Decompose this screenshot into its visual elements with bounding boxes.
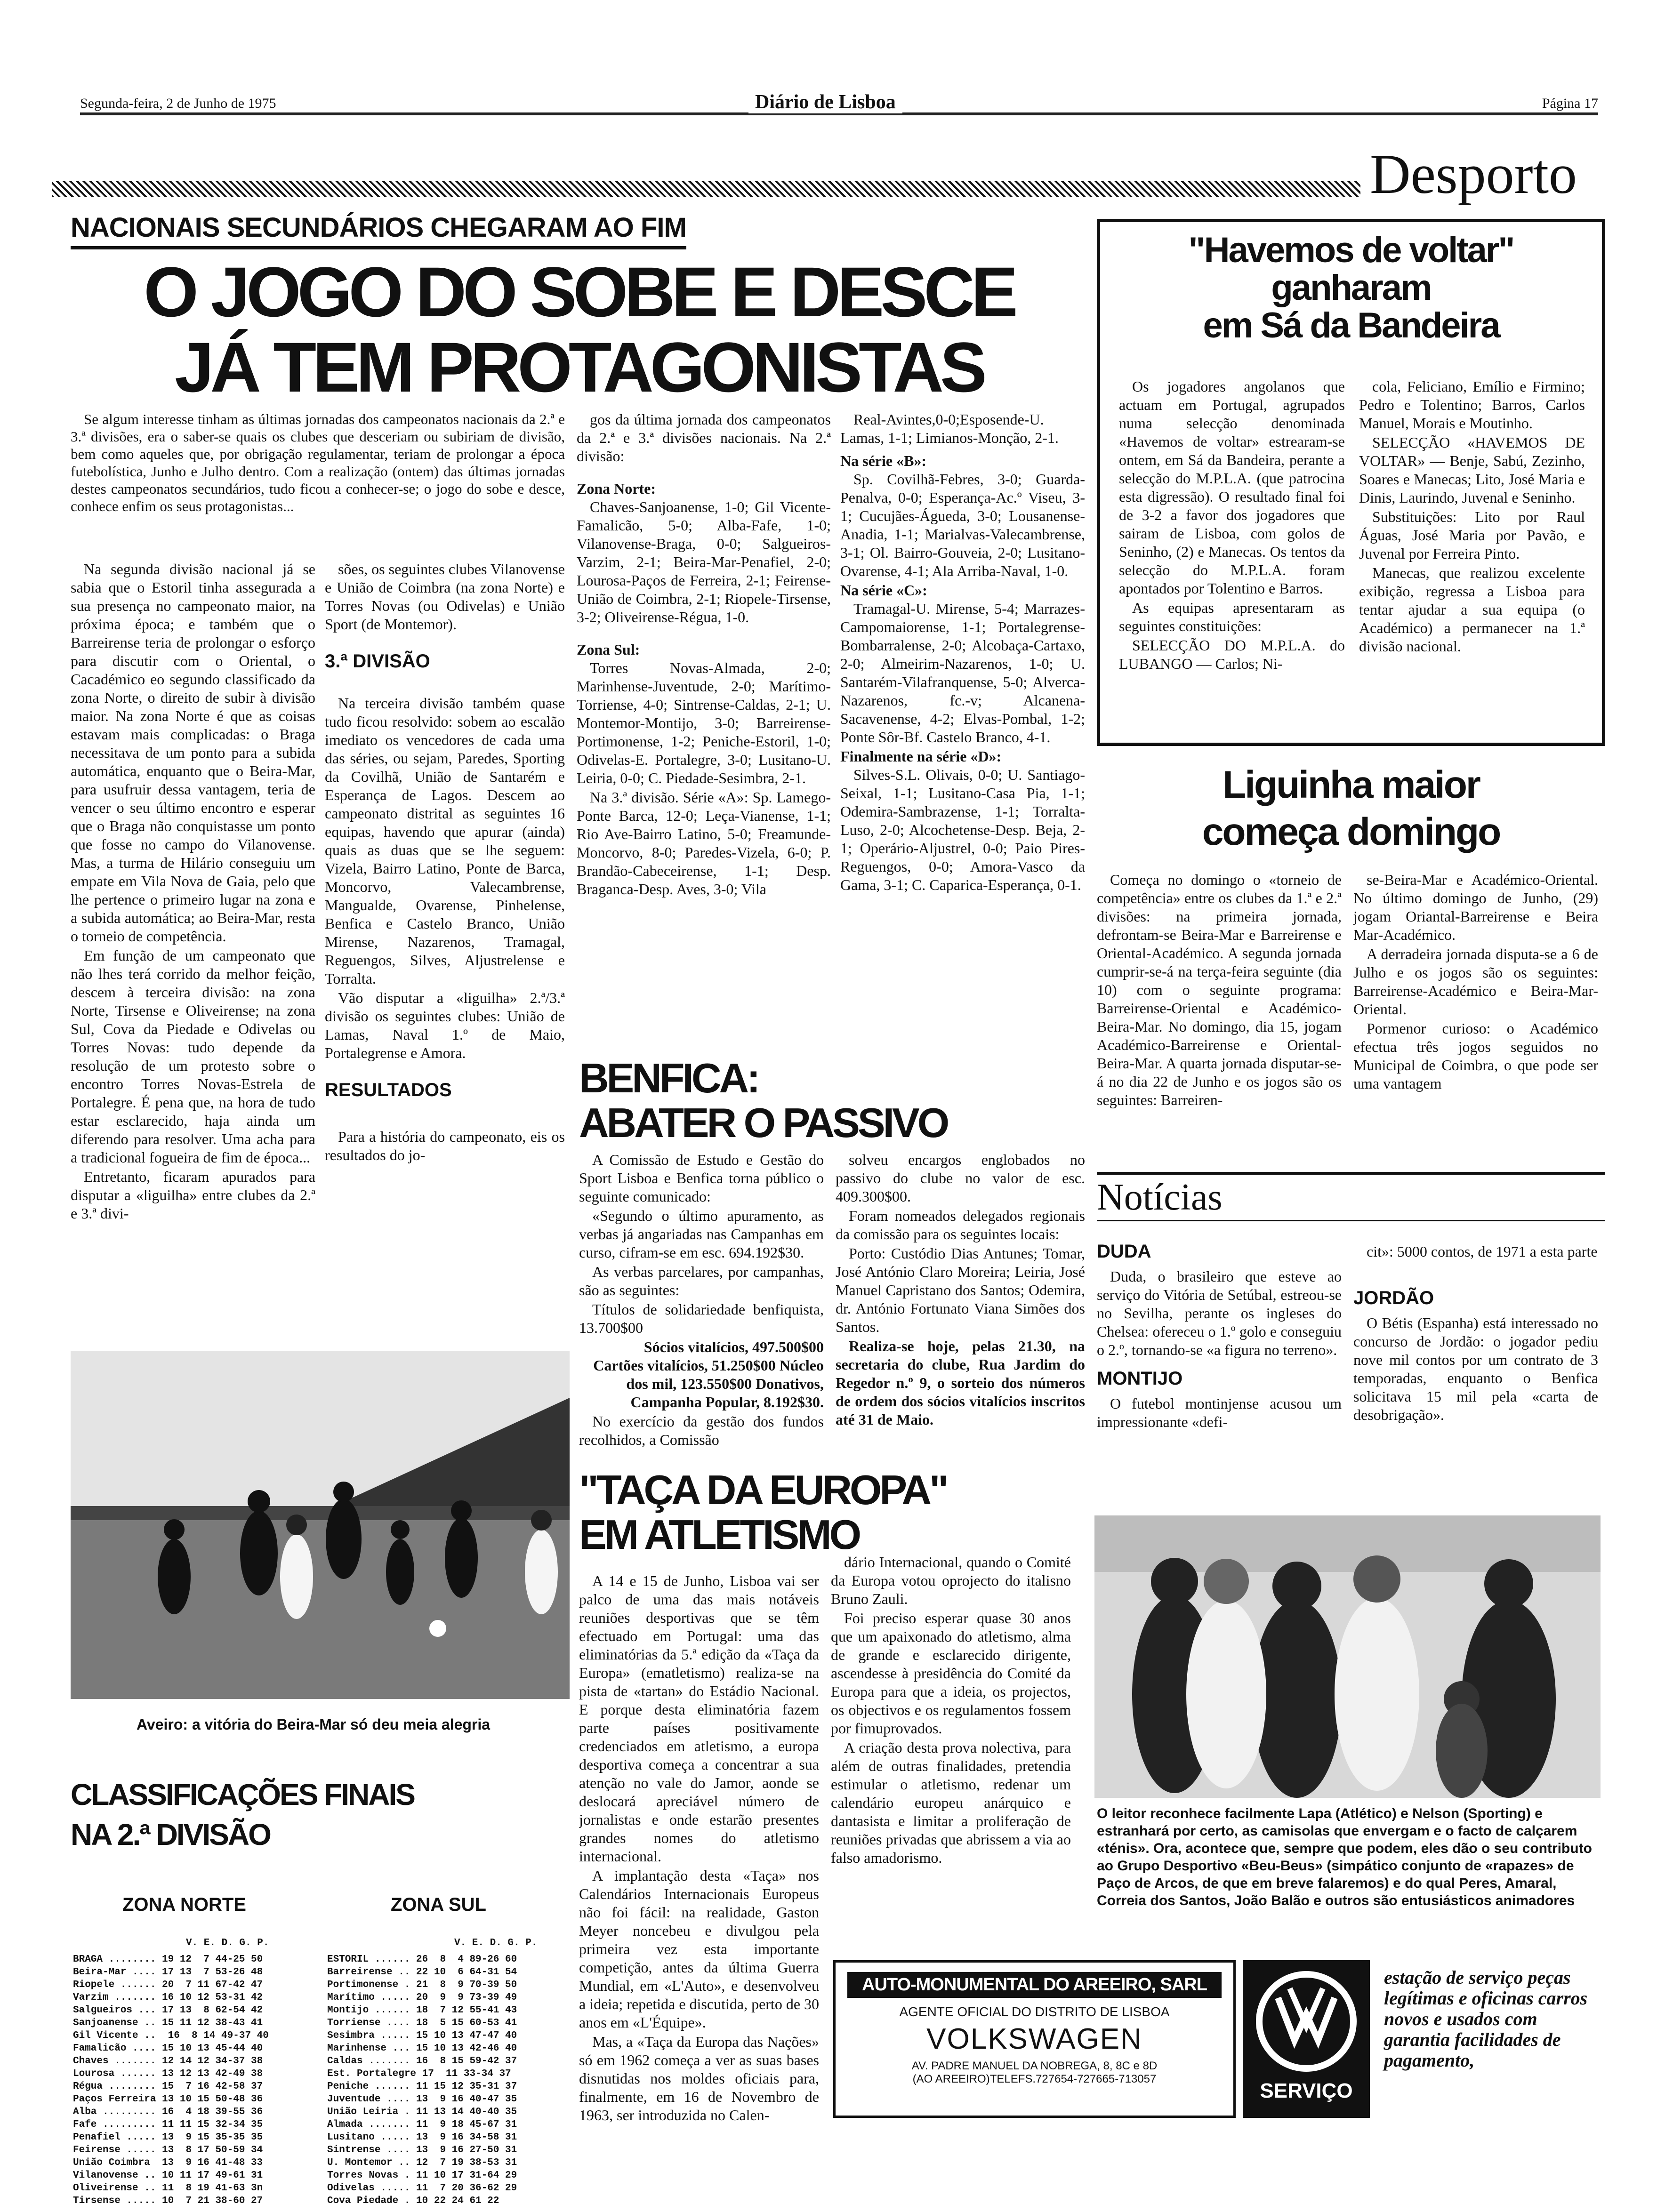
- standings-row: BRAGA ........ 19 12 7 44-25 50: [73, 1954, 263, 1965]
- dealer-brand: VOLKSWAGEN: [926, 2023, 1142, 2055]
- article-paragraph: se-Beira-Mar e Académico-Oriental. No último domingo de Junho, (29) jogam Oriantal-Barreirense e Beira Mar-Académico.: [1353, 871, 1598, 943]
- article-paragraph: Em função de um campeonato que não lhes terá corrido da melhor feição, descem à terceira divisão: na zona Norte, Tirsense e Oliveirense; na zona Sul, Cova da Piedade e Odivelas ou Torres Novas: tudo depende da resolução de um protesto sobre o encontro Torres Novas-Estrela de Portalegre. É pena que, na hora de tudo estar esclarecido, haja ainda um diferendo para resolver. Uma acha para a tradicional fogueira de fim de época...: [71, 947, 315, 1166]
- montijo-subhead: MONTIJO: [1097, 1368, 1183, 1389]
- standings-row: Lusitano ..... 13 9 16 34-58 31: [327, 2132, 517, 2143]
- noticias-column-1: [1097, 1242, 1342, 1478]
- liguinha-headline-2: começa domingo: [1202, 810, 1500, 853]
- standings-row: Varzim ....... 16 10 12 53-31 42: [73, 1992, 263, 2003]
- article-paragraph: Porto: Custódio Dias Antunes; Tomar, José António Claro Moreira; Leiria, José Manuel Capristano dos Santos; Odemira, dr. António Fortunato Viana Simões dos Santos.: [836, 1245, 1085, 1335]
- angola-headline-3: em Sá da Bandeira: [1203, 305, 1499, 345]
- results-paragraph: Sp. Covilhã-Febres, 3-0; Guarda-Penalva, 0-0; Esperança-Ac.º Viseu, 3-1; Cucujães-Águeda, 3-0; Lousanense-Anadia, 1-1; Marialvas-Valecambrense, 3-1; Ol. Bairro-Gouveia, 2-0; Lusitano-Ovarense, 4-1; Ala Arriba-Naval, 1-0.: [840, 471, 1085, 579]
- vw-service-label: SERVIÇO: [1260, 2079, 1353, 2102]
- article-paragraph: Para a história do campeonato, eis os resultados do jo-: [325, 1128, 565, 1163]
- article-paragraph: A criação desta prova nolectiva, para além de outras finalidades, pretendia estimular o atletismo, redenar um calendário europeu anárquico e dantasista e limitar a proliferação de reuniões privadas que abrissem a via ao falso amadorismo.: [831, 1739, 1071, 1866]
- zona-sul-table: [327, 1953, 581, 2207]
- standings-row: Marítimo ..... 20 9 9 73-39 49: [327, 1992, 517, 2003]
- zona-sul-label: Zona Sul:: [577, 641, 640, 658]
- standings-row: Peniche ...... 11 15 12 35-31 37: [327, 2081, 517, 2092]
- zona-norte-table: [73, 1953, 327, 2207]
- article-paragraph: Manecas, que realizou excelente exibição, regressa a Lisboa para tentar ajudar a sua equipa (o Académico) a permanecer na 1.ª divisão nacional.: [1359, 564, 1585, 655]
- article-paragraph: Duda, o brasileiro que esteve ao serviço do Vitória de Setúbal, estreou-se no Sevilha, perante os ingleses do Chelsea: ofereceu o 1.º golo e conseguiu o 2.º, tornando-se «a figura no terreno».: [1097, 1268, 1342, 1358]
- division-3-subhead: 3.ª DIVISÃO: [325, 651, 430, 672]
- results-paragraph: Torres Novas-Almada, 2-0; Marinhense-Juventude, 2-0; Marítimo-Torriense, 4-0; Sintrense-Caldas, 2-1; U. Montemor-Montijo, 3-0; Barreirense-Portimonense, 1-2; Peniche-Estoril, 1-0; Odivelas-E. Portalegre, 3-0; Lusitano-U. Leiria, 0-0; C. Piedade-Sesimbra, 2-1.: [577, 659, 831, 786]
- results-paragraph: Na 3.ª divisão. Série «A»: Sp. Lamego-Ponte Barca, 12-0; Leça-Vianense, 1-1; Rio Ave-Bairro Latino, 5-0; Freamunde-Moncorvo, 8-0; Paredes-Vizela, 6-0; P. Brandão-Cabeceirense, 1-1; Desp. Braganca-Desp. Aves, 3-0; Vila: [577, 789, 831, 898]
- article-paragraph: O futebol montinjense acusou um impressionante «defi-: [1097, 1395, 1342, 1430]
- dealer-address: AV. PADRE MANUEL DA NOBREGA, 8, 8C e 8D: [911, 2060, 1158, 2072]
- players-photo-image: [1094, 1515, 1601, 1798]
- article-paragraph: «Segundo o último apuramento, as verbas já angariadas nas Campanhas em curso, cifram-se em esc. 694.192$30.: [579, 1207, 824, 1261]
- article-paragraph: Entretanto, ficaram apurados para disputar a «liguilha» entre clubes da 2.ª e 3.ª divi-: [71, 1168, 315, 1222]
- article-paragraph: Vão disputar a «liguilha» 2.ª/3.ª divisão os seguintes clubes: União de Lamas, Naval 1.º de Maio, Portalegrense e Amora.: [325, 989, 565, 1061]
- standings-row: Gil Vicente .. 16 8 14 49-37 40: [73, 2030, 269, 2041]
- article-paragraph: Realiza-se hoje, pelas 21.30, na secretaria do clube, Rua Jardim do Regedor n.º 9, o sorteio dos números de ordem dos sócios vitalícios inscritos até 31 de Maio.: [836, 1338, 1085, 1428]
- results-paragraph: Chaves-Sanjoanense, 1-0; Gil Vicente-Famalicão, 5-0; Alba-Fafe, 1-0; Vilanovense-Braga, 0-0; Salgueiros-Varzim, 2-1; Beira-Mar-Penafiel, 2-0; Lourosa-Paços de Ferreira, 2-1; Feirense-União de Coimbra, 2-1; Riopele-Tirsense, 3-2; Oliveirense-Régua, 1-0.: [577, 498, 831, 625]
- masthead-page-number: Página 17: [1542, 96, 1598, 111]
- standings-row: Famalicão .... 15 10 13 45-44 40: [73, 2043, 263, 2054]
- results-subhead: RESULTADOS: [325, 1080, 452, 1100]
- main-story-column-3: [577, 410, 831, 1050]
- main-story-column-1: [71, 560, 315, 1306]
- standings-row: Régua ........ 15 7 16 42-58 37: [73, 2081, 263, 2092]
- standings-row: Beira-Mar .... 17 13 7 53-26 48: [73, 1967, 263, 1978]
- standings-row: Sintrense .... 13 9 16 27-50 31: [327, 2145, 517, 2156]
- article-paragraph: Mas, a «Taça da Europa das Nações» só em 1962 começa a ver as suas bases disnutidas nos moldes oficiais para, finalmente, em 16 de Novembro de 1963, ser introduzida no Calen-: [579, 2033, 819, 2124]
- main-story-column-4: [840, 410, 1085, 1050]
- taca-headline-2: EM ATLETISMO: [579, 1511, 860, 1558]
- standings-row: Marinhense ... 15 10 13 42-46 40: [327, 2043, 517, 2054]
- zona-norte-title: ZONA NORTE: [122, 1894, 246, 1915]
- standings-row: ESTORIL ...... 26 8 4 89-26 60: [327, 1954, 517, 1965]
- standings-row: Sanjoanense .. 15 11 12 38-43 41: [73, 2018, 263, 2028]
- standings-row: Salgueiros ... 17 13 8 62-54 42: [73, 2005, 263, 2016]
- norte-table-header: V. E. D. G. P.: [186, 1938, 269, 1948]
- noticias-title: Notícias: [1097, 1177, 1223, 1218]
- article-paragraph: As equipas apresentaram as seguintes constituições:: [1119, 599, 1345, 634]
- article-paragraph: cola, Feliciano, Emílio e Firmino; Pedro e Tolentino; Barros, Carlos Manuel, Morais e Moutinho.: [1359, 378, 1585, 432]
- article-paragraph: As verbas parcelares, por campanhas, são as seguintes:: [579, 1263, 824, 1298]
- football-photo-caption: Aveiro: a vitória do Beira-Mar só deu meia alegria: [137, 1716, 491, 1733]
- standings-row: Caldas ....... 16 8 15 59-42 37: [327, 2056, 517, 2067]
- standings-row: U. Montemor .. 12 7 19 38-53 31: [327, 2157, 517, 2168]
- players-photo: [1094, 1515, 1601, 1798]
- serie-c-label: Na série «C»:: [840, 582, 927, 599]
- standings-row: Vilanovense .. 10 11 17 49-61 31: [73, 2170, 263, 2181]
- article-paragraph: Pormenor curioso: o Académico efectua três jogos seguidos no Municipal de Coimbra, o que pode ser uma vantagem: [1353, 1020, 1598, 1092]
- article-paragraph: Sócios vitalícios, 497.500$00 Cartões vitalícios, 51.250$00 Núcleo dos mil, 123.550$00 Donativos, Campanha Popular, 8.192$30.: [593, 1338, 824, 1411]
- standings-row: Est. Portalegre 17 11 33-34 37: [327, 2068, 511, 2079]
- benfica-headline-1: BENFICA:: [579, 1055, 758, 1101]
- article-paragraph: Os jogadores angolanos que actuam em Portugal, agrupados numa selecção denominada «Havemos de voltar» estrearam-se ontem, em Sá da Bandeira, perante a selecção do M.P.L.A. (que patrocina esta digressão). O resultado final foi de 3-2 a favor dos jogadores que sairam de Lisboa, com golos de Seninho, (2) e Manecas. Os tentos da selecção do M.P.L.A. foram apontados por Tolentino e Barros.: [1119, 378, 1345, 597]
- article-paragraph: A implantação desta «Taça» nos Calendários Internacionais Europeus não foi fácil: na realidade, Gaston Meyer noncebeu e divulgou pela primeira vez esta importante competição, antes da última Guerra Mundial, em «L'Auto», e desenvolveu a ideia; repetida e discutida, perto de 30 anos em «L'Équipe».: [579, 1867, 819, 2031]
- article-paragraph: A 14 e 15 de Junho, Lisboa vai ser palco de uma das mais notáveis reuniões desportivas que se têm efectuado em Portugal: uma das eliminatórias da 5.ª edição da «Taça da Europa» (ematletismo) realiza-se na pista de «tartan» do Estádio Nacional. E porque desta eliminatória fazem parte países positivamente credenciados em atletismo, a europa desportiva começa a concentrar a sua atenção no vale do Jamor, aonde se deslocará apreciável número de jornalistas e onde estarão presentes grandes nomes do atletismo internacional.: [579, 1572, 819, 1865]
- benfica-headline-2: ABATER O PASSIVO: [579, 1099, 948, 1146]
- article-paragraph: Foram nomeados delegados regionais da comissão para os seguintes locais:: [836, 1207, 1085, 1242]
- results-paragraph: Real-Avintes,0-0;Esposende-U. Lamas, 1-1; Limianos-Monção, 2-1.: [840, 411, 1059, 446]
- standings-row: Chaves ....... 12 14 12 34-37 38: [73, 2056, 263, 2067]
- lead-paragraph: Se algum interesse tinham as últimas jornadas dos campeonatos nacionais da 2.ª e 3.ª divisões, era o saber-se quais os clubes que desceriam ou subiriam de divisão, bem como aqueles que, por obrigação regulamentar, teriam de prolongar a época futebolística, Junho e Julho dentro. Com a realização (ontem) das últimas jornadas destes campeonatos secundários, tudo ficou a conhecer-se; o jogo do sobe e desce, conhece enfim os seus protagonistas...: [71, 411, 565, 514]
- angola-column-1: [1119, 377, 1345, 735]
- article-paragraph: A Comissão de Estudo e Gestão do Sport Lisboa e Benfica torna público o seguinte comunicado:: [579, 1151, 824, 1205]
- main-story-lead: [71, 410, 565, 561]
- liguinha-headline-1: Liguinha maior: [1223, 763, 1480, 806]
- sul-table-header: V. E. D. G. P.: [454, 1938, 538, 1948]
- main-story-column-2: [325, 560, 565, 1306]
- article-paragraph: O Bétis (Espanha) está interessado no concurso de Jordão: o jogador pediu nove mil contos por um contrato de 3 temporadas, enquanto o Benfica solicitava 15 mil pela «carta de desobrigação».: [1353, 1314, 1598, 1423]
- standings-row: Paços Ferreira 13 10 15 50-48 36: [73, 2094, 263, 2105]
- article-paragraph: Substituições: Lito por Raul Águas, José Maria por Pavão, e Juvenal por Ferreira Pinto.: [1359, 508, 1585, 562]
- liguinha-column-1: [1097, 871, 1342, 1153]
- article-paragraph: SELECÇÃO DO M.P.L.A. do LUBANGO — Carlos; Ni-: [1119, 637, 1345, 672]
- angola-column-2: [1359, 377, 1585, 735]
- serie-d-label: Finalmente na série «D»:: [840, 748, 1002, 765]
- article-paragraph: Na terceira divisão também quase tudo ficou resolvido: sobem ao escalão imediato os vencedores de cada uma das séries, ou sejam, Paredes, Sporting da Covilhã, União de Santarém e Esperança de Lagos. Descem ao campeonato distrital as seguintes 16 equipas, havendo que apurar (ainda) quais as duas que se lhe seguem: Vizela, Bairro Latino, Ponte de Barca, Moncorvo, Valecambrense, Mangualde, Ovarense, Pinhelense, Benfica e Castelo Branco, União Mirense, Nazarenos, Tramagal, Reguengos, Silves, Aljustrelense e Torralta.: [325, 695, 565, 987]
- results-paragraph: Tramagal-U. Mirense, 5-4; Marrazes-Campomaiorense, 1-1; Portalegrense-Bombarralense, 2-0; Alcobaça-Cartaxo, 2-0; Almeirim-Nazarenos, 1-0; U. Santarém-Vilafranquense, 5-0; Alverca-Nazarenos, fc.-v; Alcanena-Sacavenense, 4-2; Elvas-Pombal, 1-2; Ponte Sôr-Bf. Castelo Branco, 4-1.: [840, 600, 1085, 745]
- serie-b-label: Na série «B»:: [840, 452, 927, 469]
- noticias-column-2: [1353, 1242, 1598, 1478]
- article-paragraph: solveu encargos englobados no passivo do clube no valor de esc. 409.300$00.: [836, 1151, 1085, 1205]
- football-photo-image: [71, 1351, 570, 1699]
- article-paragraph: Títulos de solidariedade benfiquista, 13.700$00: [579, 1301, 824, 1336]
- standings-row: Odivelas ..... 11 7 20 36-62 29: [327, 2183, 517, 2194]
- dealer-services-list: estação de serviço peças legítimas e oficinas carros novos e usados com garantia facilidades de pagamento,: [1384, 1967, 1588, 2071]
- zona-norte-label: Zona Norte:: [577, 480, 656, 497]
- noticias-banner: [1097, 1172, 1605, 1221]
- angola-headline-1: "Havemos de voltar": [1188, 230, 1514, 270]
- article-paragraph: dário Internacional, quando o Comité da Europa votou oprojecto do italisno Bruno Zauli.: [831, 1554, 1071, 1607]
- players-photo-caption: O leitor reconhece facilmente Lapa (Atlético) e Nelson (Sporting) e estranhará por certo, as camisolas que envergam e o facto de calçarem «ténis». Ora, acontece que, sempre que podem, eles dão o seu contributo ao Grupo Desportivo «Beu-Beus» (simpático conjunto de «rapazes» de Paço de Arcos, de que em breve falaremos) e do qual Peres, Amaral, Correia dos Santos, João Balão e outros são entusiásticos animadores: [1097, 1806, 1592, 1908]
- standings-row: Tirsense ..... 10 7 21 38-60 27: [73, 2196, 263, 2206]
- standings-row: Barreirense .. 22 10 6 64-31 54: [327, 1967, 517, 1978]
- standings-row: Alba ......... 16 4 18 39-55 36: [73, 2107, 263, 2117]
- masthead-paper-name: Diário de Lisboa: [748, 91, 902, 113]
- standings-row: União Coimbra 13 9 16 41-48 33: [73, 2157, 263, 2168]
- standings-row: Sesimbra ..... 15 10 13 47-47 40: [327, 2030, 517, 2041]
- duda-subhead: DUDA: [1097, 1242, 1151, 1262]
- taca-column-2: [831, 1553, 1071, 1892]
- taca-column-1: [579, 1572, 819, 2198]
- standings-row: Torres Novas . 11 10 17 31-64 29: [327, 2170, 517, 2181]
- main-story-kicker: NACIONAIS SECUNDÁRIOS CHEGARAM AO FIM: [71, 212, 686, 249]
- dealer-agent: AGENTE OFICIAL DO DISTRITO DE LISBOA: [899, 2004, 1170, 2019]
- standings-row: Oliveirense .. 11 8 19 41-63 3n: [73, 2183, 263, 2194]
- angola-headline-2: ganharam: [1271, 267, 1431, 308]
- results-paragraph: Silves-S.L. Olivais, 0-0; U. Santiago-Seixal, 1-1; Lusitano-Casa Pia, 1-1; Odemira-Sambrazense, 1-1; Torralta-Luso, 2-0; Alcochetense-Desp. Beja, 2-1; Operário-Aljustrel, 0-0; Paio Pires-Reguengos, 0-0; Amora-Vasco da Gama, 3-1; C. Caparica-Esperança, 0-1.: [840, 766, 1085, 893]
- section-title: Desporto: [1370, 143, 1577, 205]
- article-paragraph: Na segunda divisão nacional já se sabia que o Estoril tinha assegurada a sua presença no campeonato maior, na próxima época; e também que o Barreirense teria de prolongar o esforço para discutir com o Oriental, o Cacadémico eo segundo classificado da zona Norte, o direito de subir à divisão maior. Na zona Norte é que as coisas estavam mais complicadas: o Braga necessitava de um ponto para a subida automática, enquanto que o Beira-Mar, para usufruir dessa vantagem, teria de vencer o seu último encontro e esperar que o Braga não conquistasse um ponto que fosse no campo do Vilanovense. Mas, a turma de Hilário conseguiu um empate em Vila Nova de Gaia, pelo que lhe pertence o primeiro lugar na zona e a subida automática; ao Beira-Mar, resta o torneio de competência.: [71, 561, 315, 945]
- standings-row: Fafe ......... 11 11 15 32-34 35: [73, 2119, 263, 2130]
- article-paragraph: Começa no domingo o «torneio de competência» entre os clubes da 1.ª e 2.ª divisões: na primeira jornada, defrontam-se Beira-Mar e Barreirense e Oriental-Académico. A segunda jornada cumprir-se-á na terça-feira seguinte (dia 10) com o seguinte programa: Barreirense-Oriental e Académico-Beira-Mar. No domingo, dia 15, jogam Académico-Barreirense e Oriental-Beira-Mar. A quarta jornada disputar-se-á no dia 22 de Junho e os jogos são os seguintes: Barreiren-: [1097, 871, 1342, 1108]
- article-paragraph: gos da última jornada dos campeonatos da 2.ª e 3.ª divisões nacionais. Na 2.ª divisão:: [577, 411, 831, 465]
- article-paragraph: Foi preciso esperar quase 30 anos que um apaixonado do atletismo, alma de grande e esclarecido dirigente, ascendesse à presidência do Comité da Europa para que a ideia, os projectos, os objectivos e os regulamentos fossem por fimuprovados.: [831, 1610, 1071, 1737]
- standings-row: Feirense ..... 13 8 17 50-59 34: [73, 2145, 263, 2156]
- dealer-phones: (AO AREEIRO)TELEFS.727654-727665-713057: [912, 2073, 1157, 2085]
- section-rule: [52, 181, 1360, 197]
- standings-row: Portimonense . 21 8 9 70-39 50: [327, 1980, 517, 1990]
- main-story-headline-1: O JOGO DO SOBE E DESCE: [144, 252, 1014, 331]
- standings-row: Torriense .... 18 5 15 60-53 41: [327, 2018, 517, 2028]
- standings-title-1: CLASSIFICAÇÕES FINAIS: [71, 1778, 414, 1811]
- masthead-date: Segunda-feira, 2 de Junho de 1975: [80, 96, 276, 111]
- standings-row: Montijo ...... 18 7 12 55-41 43: [327, 2005, 517, 2016]
- benfica-column-2: [836, 1151, 1085, 1457]
- masthead: [80, 91, 1598, 115]
- angola-story-box: [1097, 219, 1605, 746]
- article-paragraph: SELECÇÃO «HAVEMOS DE VOLTAR» — Benje, Sabú, Zezinho, Soares e Manecas; Lito, José Maria e Dinis, Laurindo, Juvenal e Seninho.: [1359, 434, 1585, 506]
- standings-row: União Leiria . 11 13 14 40-40 35: [327, 2107, 517, 2117]
- article-paragraph: A derradeira jornada disputa-se a 6 de Julho e os jogos são os seguintes: Barreirense-Académico e Beira-Mar-Oriental.: [1353, 946, 1598, 1018]
- dealer-ad: [833, 1960, 1236, 2118]
- standings-row: Riopele ...... 20 7 11 67-42 47: [73, 1980, 263, 1990]
- standings-row: Cova Piedade . 10 22 24 61 22: [327, 2196, 499, 2206]
- vw-logo-icon: [1255, 1970, 1358, 2073]
- liguinha-column-2: [1353, 871, 1598, 1153]
- article-paragraph: cit»: 5000 contos, de 1971 a esta parte: [1367, 1243, 1598, 1260]
- standings-row: Lourosa ...... 13 12 13 42-49 38: [73, 2068, 263, 2079]
- dealer-name: AUTO-MONUMENTAL DO AREEIRO, SARL: [847, 1972, 1222, 1998]
- benfica-column-1: [579, 1151, 824, 1457]
- zona-sul-title: ZONA SUL: [391, 1894, 486, 1915]
- vw-logo-block: [1243, 1960, 1370, 2118]
- standings-row: Juventude .... 13 9 16 40-47 35: [327, 2094, 517, 2105]
- taca-headline-1: "TAÇA DA EUROPA": [579, 1467, 947, 1513]
- main-story-headline-2: JÁ TEM PROTAGONISTAS: [175, 328, 983, 407]
- article-paragraph: sões, os seguintes clubes Vilanovense e União de Coimbra (na zona Norte) e Torres Novas (ou Odivelas) e União Sport (de Montemor).: [325, 561, 565, 633]
- standings-row: Penafiel ..... 13 9 15 35-35 35: [73, 2132, 263, 2143]
- jordao-subhead: JORDÃO: [1353, 1288, 1434, 1308]
- article-paragraph: No exercício da gestão dos fundos recolhidos, a Comissão: [579, 1413, 824, 1448]
- football-match-photo: [71, 1351, 570, 1699]
- standings-row: Almada ....... 11 9 18 45-67 31: [327, 2119, 517, 2130]
- standings-title-2: NA 2.ª DIVISÃO: [71, 1818, 270, 1851]
